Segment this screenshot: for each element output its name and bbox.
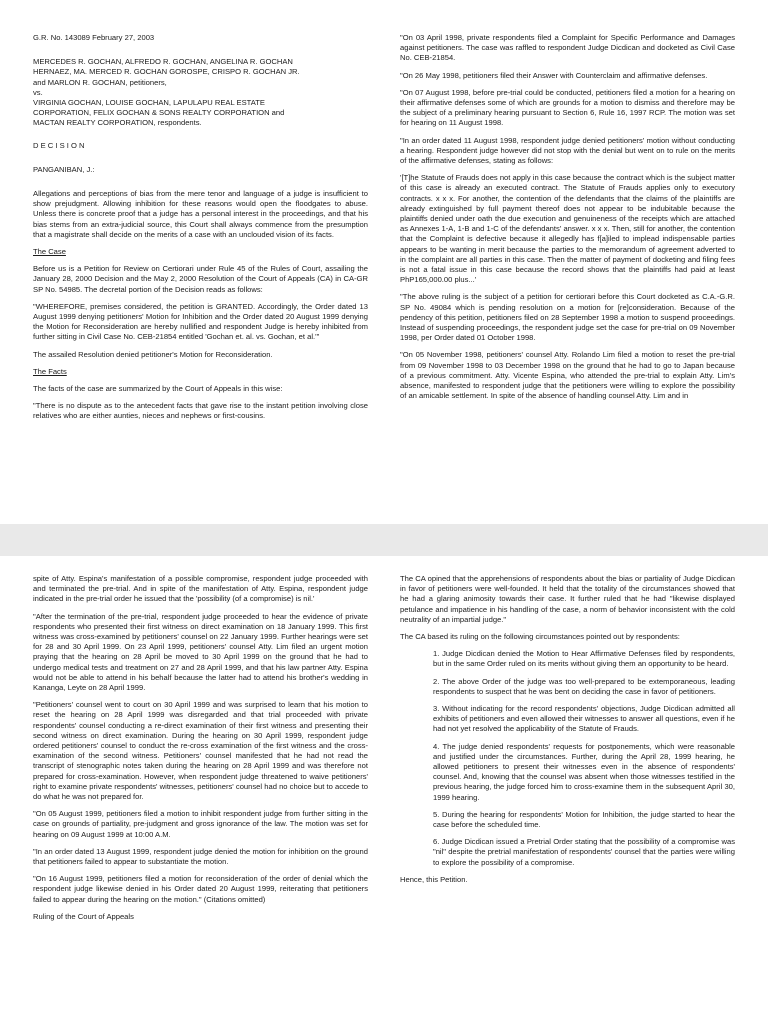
facts-quote-paragraph: "In an order dated 13 August 1999, respondent judge denied the motion for inhibition on the ground that petitioners failed to appear to substantiate the motion. xyxy=(33,846,368,867)
party-line: vs. xyxy=(33,87,43,97)
closing-line: Hence, this Petition. xyxy=(400,874,468,884)
circumstance-item: 4. The judge denied respondents' requests for postponements, which were reasonable and justified under the circumstances. Further, during the April 28, 1999 hearing, he allowed petitioners to present their witnesses even in the absence of respondents' counsel. And, knowing that the counsel was absent when those witnesses testified in the previous hearing, the judge forced him to cross-examine them in the subsequent April 30, 1999 hearing. xyxy=(433,741,735,802)
facts-quote-paragraph: "The above ruling is the subject of a petition for certiorari before this Court docketed as C.A.-G.R. SP No. 49084 which is pending resolution on a motion for [re]consideration. Because of the pendency of this petition, petitioners filed on 28 September 1998 a motion to suspend proceedings. Instead of suspending proceedings, the respondent judge set the case for pre-trial on 09 November 1998, per Order dated 01 October 1998. xyxy=(400,292,735,343)
facts-quote-paragraph: spite of Atty. Espina's manifestation of a possible compromise, respondent judge proceeded with and terminated the pre-trial. And in spite of the manifestation of Atty. Espina, respondent judge indicated in the pre-trial order he issued that the 'possibility (of a compromise) is nil.' xyxy=(33,574,368,604)
parties-block xyxy=(33,57,368,128)
the-case-heading: The Case xyxy=(33,247,66,257)
resolution-paragraph: The assailed Resolution denied petitioner's Motion for Reconsideration. xyxy=(33,349,273,359)
facts-quote-paragraph: "On 05 November 1998, petitioners' counsel Atty. Rolando Lim filed a motion to reset the pre-trial from 09 November 1998 to 03 December 1998 on the ground that he had to go to Japan because of a previous commitment. Atty. Vicente Espina, who attended the pre-trial to explain Atty. Lim's absence, manifested to respondent judge that the petitioners were willing to explore the possibility of an amicable settlement. In spite of the absence of handling counsel Atty. Lim and in xyxy=(400,350,735,401)
facts-quote-paragraph: "Petitioners' counsel went to court on 30 April 1999 and was surprised to learn that his motion to reset the hearing on 28 April 1999 was disregarded and that trial proceeded with private respondents' counsel conducting a re-direct examination of their first witness and presenting their second witness on direct examination. During the hearing on 30 April 1999, respondent judge ordered petitioners' counsel to conduct the re-cross examination of the first witness and the cross-examination of the second witness. Petitioners' counsel manifested that he had not read the transcript of stenographic notes taken during the hearing on 28 April 1999 and was therefore not prepared for cross-examination. However, when respondent judge threatened to waive petitioners' right to examine private respondents' witnesses, petitioners' counsel had no choice but to accede to do what he was not prepared for. xyxy=(33,700,368,802)
case-paragraph: Before us is a Petition for Review on Certiorari under Rule 45 of the Rules of Court, assailing the January 28, 2000 Decision and the May 2, 2000 Resolution of the Court of Appeals (CA) in CA-GR SP No. 54985. The decretal portion of the Decision reads as follows: xyxy=(33,264,368,294)
facts-quote-paragraph: "In an order dated 11 August 1998, respondent judge denied petitioners' motion without conducting a hearing. Respondent judge however did not stop with the denial but went on to rule on the merits of the affirmative defenses, stating as follows: xyxy=(400,135,735,166)
page-2-left-column xyxy=(33,574,368,929)
facts-quote-paragraph: '[T]he Statute of Frauds does not apply in this case because the contract which is the subject matter of this case is already an executed contract. The Statute of Frauds applies only to executory contracts. x x x. For another, the contention of the defendants that the claims of the plaintiffs are already extinguished by full payment thereof does not appear to be indubitable because the plaintiffs denied under oath the due execution and genuineness of the receipts which are attached as Annexes 1-A, 1-B and 1-C of the defendants' answer. x x x. Then, still for another, the contention that the Complaint is defective because it allegedly has f[a]iled to implead indispensable parties appears to be wanting in merit because the parties to the memorandum of agreement adverted to in the complaint are all parties in this case. Then the matter of payment of docketing and filing fees is not a fatal issue in this case because the record shows that the plaintiffs had paid at least PhP165,000.00 plus...' xyxy=(400,173,735,285)
facts-paragraph: The facts of the case are summarized by the Court of Appeals in this wise: xyxy=(33,384,283,394)
party-line: and MARLON R. GOCHAN, petitioners, xyxy=(33,77,167,87)
decision-title: D E C I S I O N xyxy=(33,140,85,150)
decision-quote: "WHEREFORE, premises considered, the petition is GRANTED. Accordingly, the Order dated 13 August 1999 denying petitioners' Motion for Inhibition and the Order dated 20 August 1999 denying the Motion for Reconsideration are hereby nullified and respondent Judge is hereby inhibited from further sitting in Civil Case No. CEB-21854 entitled 'Gochan et. al. vs. Gochan, et al.'" xyxy=(33,301,368,342)
page-1-left-column xyxy=(33,33,368,429)
facts-quote-paragraph: "On 05 August 1999, petitioners filed a motion to inhibit respondent judge from further sitting in the case on grounds of partiality, pre-judgment and gross ignorance of the law. The motion was set for hearing on 09 August 1999 at 10:00 A.M. xyxy=(33,809,368,839)
facts-quote-paragraph: "On 07 August 1998, before pre-trial could be conducted, petitioners filed a motion for a hearing on their affirmative defenses some of which are grounds for a motion to dismiss and therefore may be the subject of a preliminary hearing pursuant to Section 6, Rule 16, 1997 RCP. The motion was set for hearing on 11 August 1998. xyxy=(400,87,735,128)
circumstance-item: 3. Without indicating for the record respondents' objections, Judge Dicdican admitted all exhibits of petitioners and even allowed their witnesses to answer all questions, even if he had not yet resolved the applicability of the Statute of Frauds. xyxy=(433,704,735,734)
facts-quote: "There is no dispute as to the antecedent facts that gave rise to the instant petition involving close relatives who are either aunties, nieces and nephews or first-cousins. xyxy=(33,401,368,421)
circumstance-item: 1. Judge Dicdican denied the Motion to Hear Affirmative Defenses filed by respondents, but in the same Order ruled on its merits without giving them an opportunity to be heard. xyxy=(433,649,735,669)
party-line: CORPORATION, FELIX GOCHAN & SONS REALTY CORPORATION and xyxy=(33,108,285,118)
page-2-right-column xyxy=(400,574,735,892)
ca-basis-paragraph: The CA based its ruling on the following circumstances pointed out by respondents: xyxy=(400,632,680,642)
party-line: MERCEDES R. GOCHAN, ALFREDO R. GOCHAN, ANGELINA R. GOCHAN xyxy=(33,57,293,67)
page-2 xyxy=(0,556,768,1024)
ca-opinion-paragraph: The CA opined that the apprehensions of respondents about the bias or partiality of Judge Dicdican in favor of petitioners were well-founded. It held that the totality of the circumstances showed that he had a glaring animosity towards their case. It further ruled that he had "likewise displayed petulance and impatience in his handling of the case, a norm of behavior inconsistent with the cold neutrality of an impartial judge." xyxy=(400,574,735,624)
ruling-heading: Ruling of the Court of Appeals xyxy=(33,911,134,921)
facts-quote-paragraph: "On 26 May 1998, petitioners filed their Answer with Counterclaim and affirmative defenses. xyxy=(400,70,708,80)
page-1-right-column xyxy=(400,33,735,409)
case-number-header: G.R. No. 143089 February 27, 2003 xyxy=(33,33,155,42)
party-line: HERNAEZ, MA. MERCED R. GOCHAN GOROSPE, CRISPO R. GOCHAN JR. xyxy=(33,67,300,77)
judge-name: PANGANIBAN, J.: xyxy=(33,164,95,174)
circumstance-item: 5. During the hearing for respondents' Motion for Inhibition, the judge started to hear the case before the scheduled time. xyxy=(433,809,735,830)
facts-quote-paragraph: "After the termination of the pre-trial, respondent judge proceeded to hear the evidence of private respondents who presented their first witness on direct examination on 18 January 1999. This first witness was cross-examined by petitioners' counsel on 22 January 1999. Further hearings were set for 28 and 30 April 1999. On 23 April 1999, petitioners' counsel Atty. Lim filed an urgent motion praying that the hearing on 28 April be moved to 30 April 1999 on the ground that he had to undergo medical tests and treatment on 27 and 28 April 1999, and that his law partner Atty. Espina would not be able to attend in his behalf because the latter had to attend his brother's wedding in Kananga, Leyte on 28 April 1999. xyxy=(33,611,368,693)
facts-quote-paragraph: "On 03 April 1998, private respondents filed a Complaint for Specific Performance and Damages against petitioners. The case was raffled to respondent Judge Dicdican and docketed as Civil Case No. CEB-21854. xyxy=(400,33,735,63)
circumstance-item: 2. The above Order of the judge was too well-prepared to be extemporaneous, leading respondents to suspect that he was bent on deciding the case in favor of petitioners. xyxy=(433,676,735,696)
the-facts-heading: The Facts xyxy=(33,366,67,376)
facts-quote-paragraph: "On 16 August 1999, petitioners filed a motion for reconsideration of the order of denial which the respondent judge likewise denied in his Order dated 20 August 1999, reiterating that petitioners failed to appear during the hearing on the motion." (Citations omitted) xyxy=(33,874,368,904)
circumstance-item: 6. Judge Dicdican issued a Pretrial Order stating that the possibility of a compromise was "nil" despite the pretrial manifestation of respondents' counsel that the parties were willing to explore the possibility of a compromise. xyxy=(433,837,735,867)
party-line: VIRGINIA GOCHAN, LOUISE GOCHAN, LAPULAPU REAL ESTATE xyxy=(33,98,265,108)
party-line: MACTAN REALTY CORPORATION, respondents. xyxy=(33,118,202,128)
intro-paragraph: Allegations and perceptions of bias from the mere tenor and language of a judge is insufficient to show prejudgment. Allowing inhibition for these reasons would open the floodgates to abuse. Unless there is concrete proof that a judge has a personal interest in the proceedings, and that his bias stems from an extra-judicial source, this Court shall always commence from the presumption that a magistrate shall decide on the merits of a case with an unclouded vision of its facts. xyxy=(33,189,368,239)
